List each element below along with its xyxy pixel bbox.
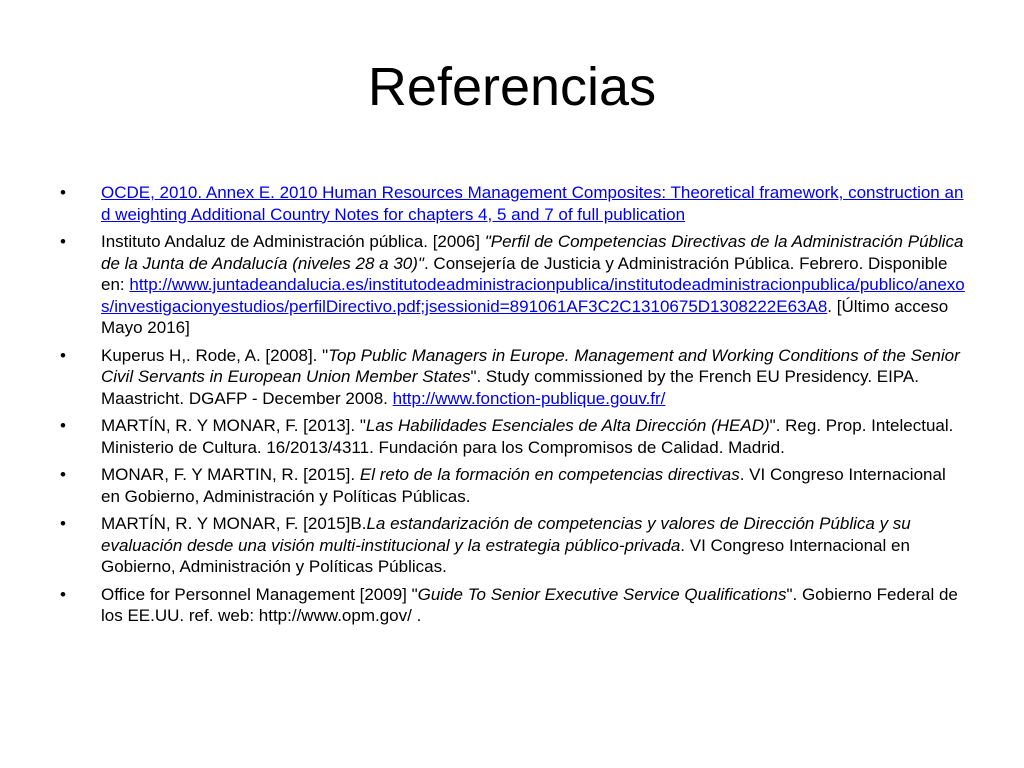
reference-title: Perfil de Competencias Directivas de la Administración Pública de la Junta de Andalucía (niveles 28 a 30) bbox=[101, 232, 964, 273]
reference-text: . Consejería de Justicia y Administración Pública. Febrero. Disponible en: bbox=[101, 253, 948, 294]
reference-text: MARTÍN, R. Y MONAR, F. [2015]B. bbox=[101, 514, 367, 533]
reference-title: Guide To Senior Executive Service Qualifications bbox=[417, 584, 787, 604]
bullet-icon: • bbox=[60, 465, 66, 484]
reference-title: La estandarización de competencias y valores de Dirección Pública y su evaluación desde una visión multi-institucional y la estrategia público-privada bbox=[101, 514, 911, 555]
reference-quote-close: " bbox=[417, 253, 424, 273]
reference-item-3 bbox=[60, 345, 965, 410]
reference-text: Kuperus H,. Rode, A. [2008]. " bbox=[101, 345, 329, 365]
reference-link[interactable]: http://www.fonction-publique.gouv.fr/ bbox=[392, 388, 666, 408]
reference-quote-open: " bbox=[484, 232, 491, 251]
reference-item-5 bbox=[60, 464, 965, 507]
reference-item-2 bbox=[60, 231, 965, 339]
reference-title: El reto de la formación en competencias directivas bbox=[359, 465, 740, 484]
reference-link[interactable]: http://www.juntadeandalucia.es/institutodeadministracionpublica/institutodeadministracionpublica/publico/anexos/investigacionyestudios/perfilDirectivo.pdf;jsessionid=891061AF3C2C1310675D1308222E63A8 bbox=[101, 275, 965, 316]
reference-title: Las Habilidades Esenciales de Alta Dirección (HEAD) bbox=[365, 416, 770, 435]
reference-item-7 bbox=[60, 584, 965, 627]
reference-text: . VI Congreso Internacional en Gobierno, Administración y Políticas Públicas. bbox=[101, 535, 910, 576]
bullet-icon: • bbox=[60, 416, 66, 435]
slide-title: Referencias bbox=[367, 57, 657, 117]
reference-item-4 bbox=[60, 415, 965, 458]
reference-text: Office for Personnel Management [2009] " bbox=[101, 584, 418, 604]
reference-text: ". Reg. Prop. Intelectual. Ministerio de Cultura. 16/2013/4311. Fundación para los Compromisos de Calidad. Madrid. bbox=[101, 416, 954, 457]
reference-text: . [Último acceso Mayo 2016] bbox=[101, 296, 949, 337]
bullet-icon: • bbox=[60, 584, 66, 604]
reference-text: MARTÍN, R. Y MONAR, F. [2013]. " bbox=[101, 416, 366, 435]
reference-item-1 bbox=[60, 182, 965, 225]
reference-text: . VI Congreso Internacional en Gobierno, Administración y Políticas Públicas. bbox=[101, 465, 946, 506]
reference-text: MONAR, F. Y MARTIN, R. [2015]. bbox=[101, 465, 360, 484]
reference-title: Top Public Managers in Europe. Management and Working Conditions of the Senior Civil Servants in European Union Member States bbox=[101, 345, 960, 386]
reference-item-6 bbox=[60, 513, 965, 578]
reference-text: ". Gobierno Federal de los EE.UU. ref. web: http://www.opm.gov/ . bbox=[101, 584, 958, 625]
reference-text: ". Study commissioned by the French EU Presidency. EIPA. Maastricht. DGAFP - December 2008. bbox=[101, 367, 919, 408]
bullet-icon: • bbox=[60, 232, 66, 251]
reference-link[interactable]: OCDE, 2010. Annex E. 2010 Human Resources Management Composites: Theoretical framework, construction and weighting Additional Country Notes for chapters 4, 5 and 7 of full publication bbox=[101, 183, 964, 224]
reference-text: Instituto Andaluz de Administración pública. [2006] bbox=[101, 232, 485, 251]
bullet-icon: • bbox=[60, 183, 66, 202]
bullet-icon: • bbox=[60, 345, 66, 365]
reference-list bbox=[60, 182, 965, 633]
bullet-icon: • bbox=[60, 514, 66, 533]
